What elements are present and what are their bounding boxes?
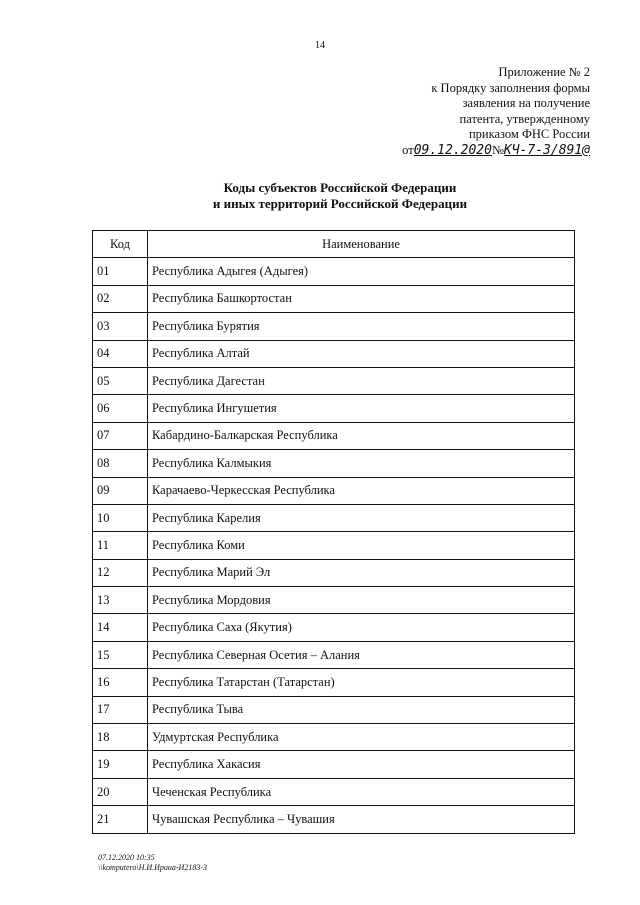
region-code: 12 xyxy=(93,559,148,586)
footer-stamp xyxy=(98,853,207,873)
region-code: 19 xyxy=(93,751,148,778)
appendix-block xyxy=(402,65,590,158)
region-name: Республика Саха (Якутия) xyxy=(148,614,575,641)
region-code: 01 xyxy=(93,258,148,285)
table-row xyxy=(93,285,575,312)
table-row xyxy=(93,806,575,833)
appendix-line: патента, утвержденному xyxy=(459,111,590,126)
header-code: Код xyxy=(93,231,148,258)
table-row xyxy=(93,641,575,668)
region-code: 02 xyxy=(93,285,148,312)
region-name: Республика Башкортостан xyxy=(148,285,575,312)
region-code: 07 xyxy=(93,422,148,449)
region-code: 08 xyxy=(93,450,148,477)
region-name: Кабардино-Балкарская Республика xyxy=(148,422,575,449)
appendix-line: Приложение № 2 xyxy=(498,65,590,79)
order-reference xyxy=(402,143,590,159)
title-line: и иных территорий Российской Федерации xyxy=(212,196,468,211)
region-name: Чувашская Республика – Чувашия xyxy=(148,806,575,833)
region-code: 09 xyxy=(93,477,148,504)
region-code: 15 xyxy=(93,641,148,668)
region-code: 06 xyxy=(93,395,148,422)
table-row xyxy=(93,422,575,449)
region-name: Республика Марий Эл xyxy=(148,559,575,586)
region-name: Республика Ингушетия xyxy=(148,395,575,422)
table-row xyxy=(93,504,575,531)
region-code: 11 xyxy=(93,532,148,559)
title-line: Коды субъектов Российской Федерации xyxy=(223,180,457,195)
region-code: 20 xyxy=(93,778,148,805)
ref-date: 09.12.2020 xyxy=(413,142,492,158)
region-name: Республика Бурятия xyxy=(148,313,575,340)
document-title xyxy=(0,180,640,212)
ref-prefix: от xyxy=(402,142,414,157)
region-name: Карачаево-Черкесская Республика xyxy=(148,477,575,504)
region-code: 03 xyxy=(93,313,148,340)
region-name: Республика Дагестан xyxy=(148,367,575,394)
table-row xyxy=(93,532,575,559)
region-name: Республика Алтай xyxy=(148,340,575,367)
ref-no-label: № xyxy=(491,142,504,157)
footer-path: \\komputero\Н.И.Ирина-И2183-3 xyxy=(98,863,207,872)
appendix-line: приказом ФНС России xyxy=(468,127,590,141)
region-code: 14 xyxy=(93,614,148,641)
region-name: Удмуртская Республика xyxy=(148,724,575,751)
region-code: 16 xyxy=(93,669,148,696)
region-code: 04 xyxy=(93,340,148,367)
page-number: 14 xyxy=(315,40,325,51)
region-code: 17 xyxy=(93,696,148,723)
region-name: Чеченская Республика xyxy=(148,778,575,805)
table-row xyxy=(93,696,575,723)
region-name: Республика Хакасия xyxy=(148,751,575,778)
region-code: 10 xyxy=(93,504,148,531)
appendix-line: заявления на получение xyxy=(462,96,590,110)
region-name: Республика Мордовия xyxy=(148,587,575,614)
table-row xyxy=(93,587,575,614)
table-row xyxy=(93,614,575,641)
table-row xyxy=(93,313,575,340)
header-name: Наименование xyxy=(148,231,575,258)
region-name: Республика Коми xyxy=(148,532,575,559)
table-row xyxy=(93,395,575,422)
table-row xyxy=(93,340,575,367)
table-row xyxy=(93,477,575,504)
table-row xyxy=(93,367,575,394)
footer-timestamp: 07.12.2020 10:35 xyxy=(98,853,155,862)
table-row xyxy=(93,751,575,778)
table-row xyxy=(93,724,575,751)
region-code: 05 xyxy=(93,367,148,394)
region-code: 18 xyxy=(93,724,148,751)
region-name: Республика Тыва xyxy=(148,696,575,723)
table-row xyxy=(93,559,575,586)
region-name: Республика Северная Осетия – Алания xyxy=(148,641,575,668)
table-row xyxy=(93,450,575,477)
table-header-row xyxy=(93,231,575,258)
table-row xyxy=(93,669,575,696)
region-name: Республика Карелия xyxy=(148,504,575,531)
region-name: Республика Адыгея (Адыгея) xyxy=(148,258,575,285)
region-code: 21 xyxy=(93,806,148,833)
region-code: 13 xyxy=(93,587,148,614)
table-row xyxy=(93,258,575,285)
table-row xyxy=(93,778,575,805)
region-codes-table xyxy=(92,230,575,834)
region-name: Республика Татарстан (Татарстан) xyxy=(148,669,575,696)
appendix-line: к Порядку заполнения формы xyxy=(431,80,590,95)
ref-number: КЧ-7-3/891@ xyxy=(503,142,590,158)
region-name: Республика Калмыкия xyxy=(148,450,575,477)
